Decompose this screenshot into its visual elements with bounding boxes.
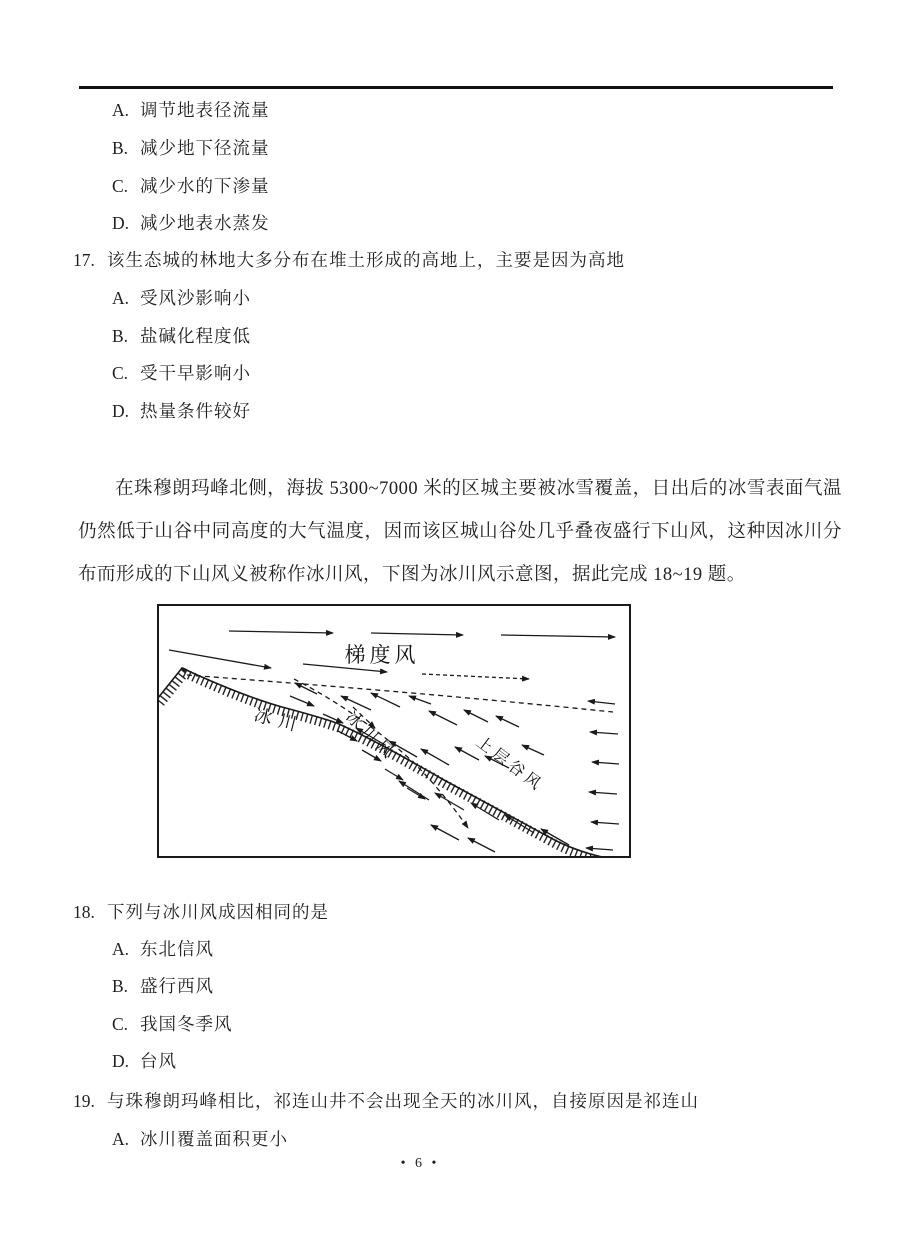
option-letter: C. — [112, 1014, 129, 1034]
question-number: 19. — [73, 1091, 95, 1111]
header-divider-line — [79, 86, 833, 89]
option-text: 冰川覆盖面积更小 — [140, 1129, 288, 1149]
option-letter: D. — [112, 401, 130, 421]
option-17-d — [112, 400, 251, 422]
option-text: 热量条件较好 — [140, 401, 251, 421]
option-letter: C. — [112, 363, 129, 383]
glacier-label: 冰川 — [252, 704, 306, 737]
option-text: 减少水的下渗量 — [140, 176, 270, 196]
option-16-c — [112, 175, 270, 197]
option-16-b — [112, 137, 270, 159]
gradient-wind-label: 梯度风 — [344, 643, 420, 667]
diagram-canvas — [157, 604, 632, 858]
question-text: 下列与冰川风成因相同的是 — [107, 902, 329, 922]
glacier-wind-label: 冰川风 — [342, 708, 400, 765]
option-17-a — [112, 287, 251, 309]
option-16-d — [112, 212, 270, 234]
option-18-d — [112, 1050, 177, 1072]
option-text: 调节地表径流量 — [140, 100, 270, 120]
question-19 — [73, 1090, 699, 1112]
option-text: 减少地表水蒸发 — [140, 213, 270, 233]
question-number: 17. — [73, 250, 95, 270]
option-17-b — [112, 325, 251, 347]
option-text: 盛行西风 — [140, 976, 214, 996]
question-18 — [73, 901, 329, 923]
option-18-b — [112, 975, 214, 997]
option-letter: A. — [112, 939, 130, 959]
option-text: 我国冬季风 — [140, 1014, 233, 1034]
option-letter: B. — [112, 976, 129, 996]
valley-wind-arrows — [341, 693, 619, 852]
question-text: 与珠穆朗玛峰相比，祁连山井不会出现全天的冰川风，自接原因是祁连山 — [107, 1091, 699, 1111]
flow-boundary-dashed-lines — [187, 675, 613, 828]
question-text: 该生态城的林地大多分布在堆土形成的高地上，主要是因为高地 — [107, 250, 625, 270]
glacier-wind-arrows — [290, 683, 425, 799]
option-letter: A. — [112, 100, 130, 120]
glacier-wind-diagram — [157, 604, 632, 858]
option-text: 减少地下径流量 — [140, 138, 270, 158]
option-letter: A. — [112, 1129, 130, 1149]
passage-paragraph: 在珠穆朗玛峰北侧，海拔 5300~7000 米的区城主要被冰雪覆盖，日出后的冰雪表面气温仍然低于山谷中同高度的大气温度，因而该区城山谷处几乎叠夜盛行下山风，这种因冰川分布而形成的下山风义被称作冰川风，下图为冰川风示意图，据此完成 18~19 题。 — [78, 479, 842, 585]
option-19-a — [112, 1128, 288, 1150]
option-letter: D. — [112, 213, 130, 233]
option-letter: B. — [112, 138, 129, 158]
option-text: 受干早影响小 — [140, 363, 251, 383]
mountain-slope — [158, 668, 605, 858]
option-17-c — [112, 362, 251, 384]
question-17 — [73, 249, 625, 271]
option-letter: B. — [112, 326, 129, 346]
question-number: 18. — [73, 902, 95, 922]
option-16-a — [112, 99, 270, 121]
option-letter: C. — [112, 176, 129, 196]
page-number: • 6 • — [400, 1156, 440, 1171]
option-letter: D. — [112, 1051, 130, 1071]
upper-valley-wind-label: 上层谷风 — [472, 733, 547, 796]
option-18-a — [112, 938, 214, 960]
option-letter: A. — [112, 288, 130, 308]
option-text: 台风 — [140, 1051, 177, 1071]
option-18-c — [112, 1013, 233, 1035]
option-text: 盐碱化程度低 — [140, 326, 251, 346]
option-text: 受风沙影响小 — [140, 288, 251, 308]
option-text: 东北信风 — [140, 939, 214, 959]
